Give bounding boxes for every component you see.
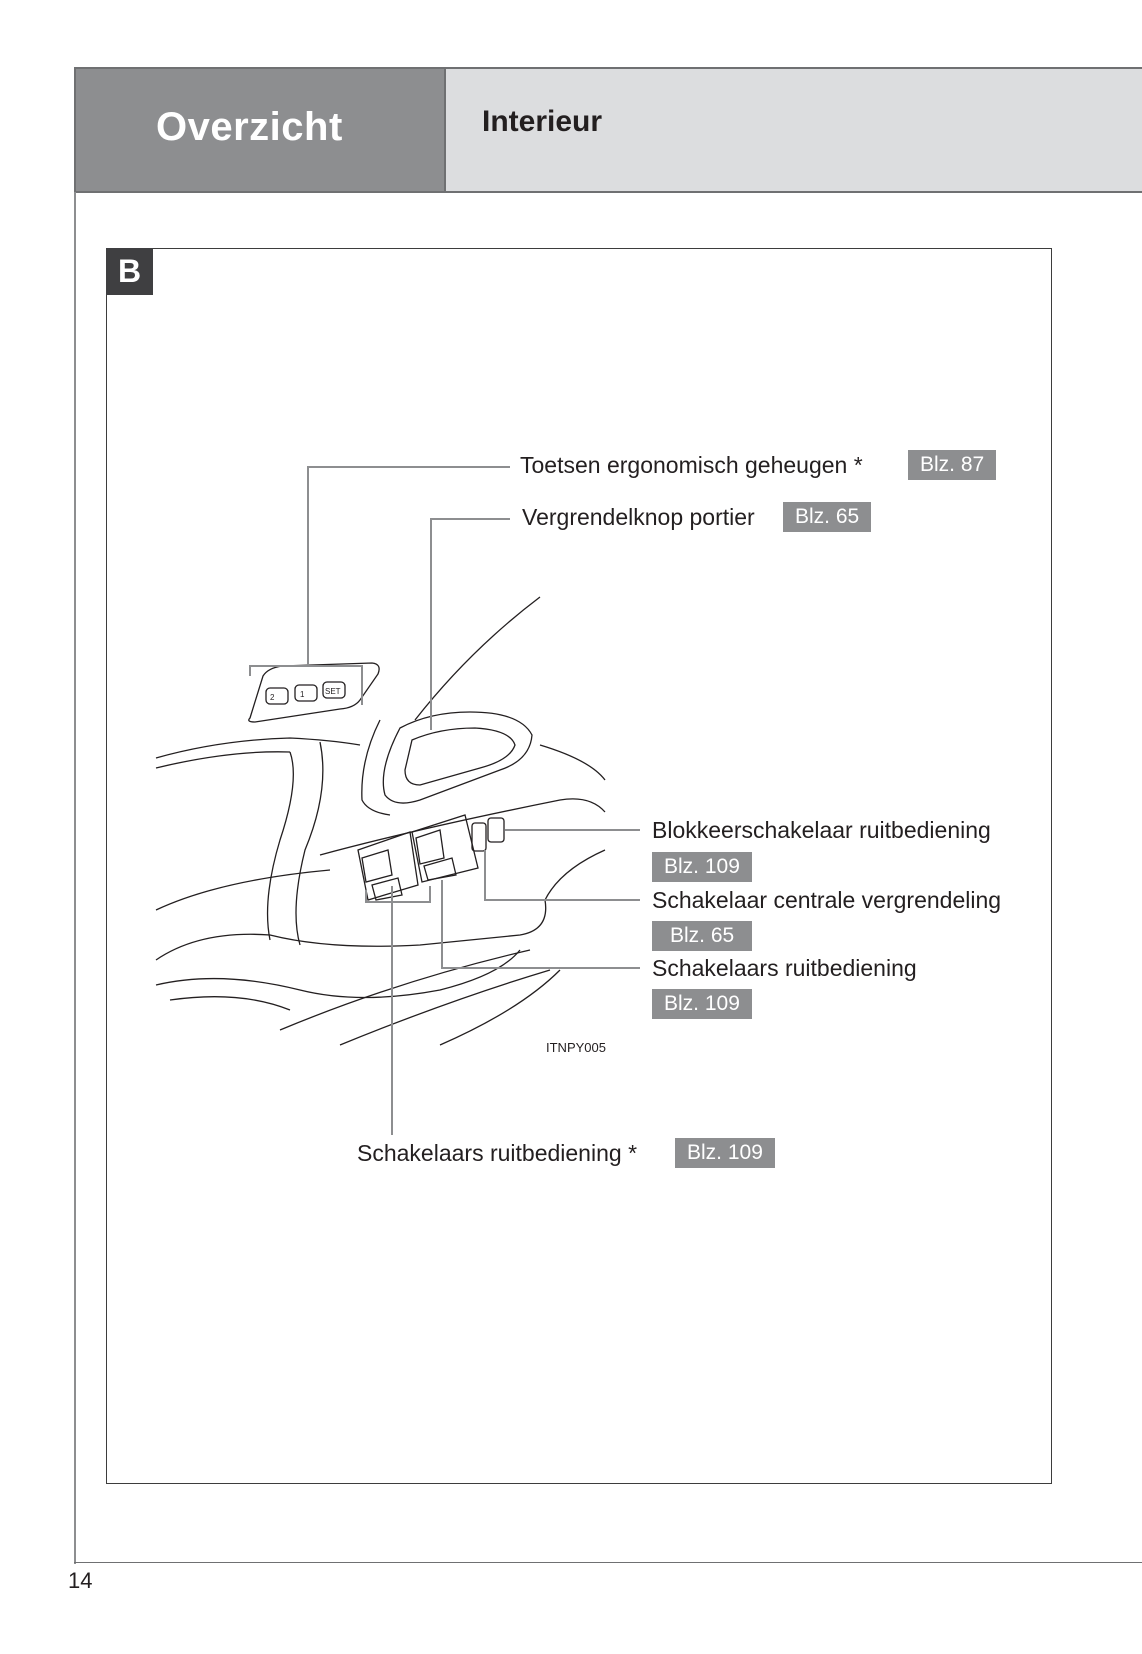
image-code: ITNPY005 (546, 1040, 606, 1055)
memory-button-set: SET (325, 687, 341, 696)
section-title: Overzicht (156, 105, 343, 149)
callout-central-lock-switch: Schakelaar centrale vergrendeling (652, 887, 1002, 913)
memory-button-1: 1 (300, 690, 305, 699)
figure-badge: B (106, 248, 153, 295)
page-number: 14 (68, 1568, 93, 1593)
ref-badge-door-lock[interactable]: Blz. 65 (783, 502, 871, 532)
asterisk: * (628, 1140, 638, 1166)
ref-badge-window-switches[interactable]: Blz. 109 (652, 989, 752, 1019)
asterisk: * (853, 452, 863, 478)
ref-badge-central-lock[interactable]: Blz. 65 (652, 921, 752, 951)
callout-memory-buttons: Toetsen ergonomisch geheugen * (520, 452, 863, 478)
ref-badge-window-switches-optional[interactable]: Blz. 109 (675, 1138, 775, 1168)
memory-button-2: 2 (270, 693, 275, 702)
callout-door-lock-knob: Vergrendelknop portier (522, 504, 755, 530)
ref-badge-window-lock[interactable]: Blz. 109 (652, 852, 752, 882)
callout-window-lock-switch: Blokkeerschakelaar ruitbediening (652, 817, 991, 843)
callout-window-switches-optional: Schakelaars ruitbediening * (357, 1140, 638, 1166)
callout-window-switches: Schakelaars ruitbediening (652, 955, 917, 981)
ref-badge-memory[interactable]: Blz. 87 (908, 450, 996, 480)
page-title: Interieur (482, 105, 603, 138)
